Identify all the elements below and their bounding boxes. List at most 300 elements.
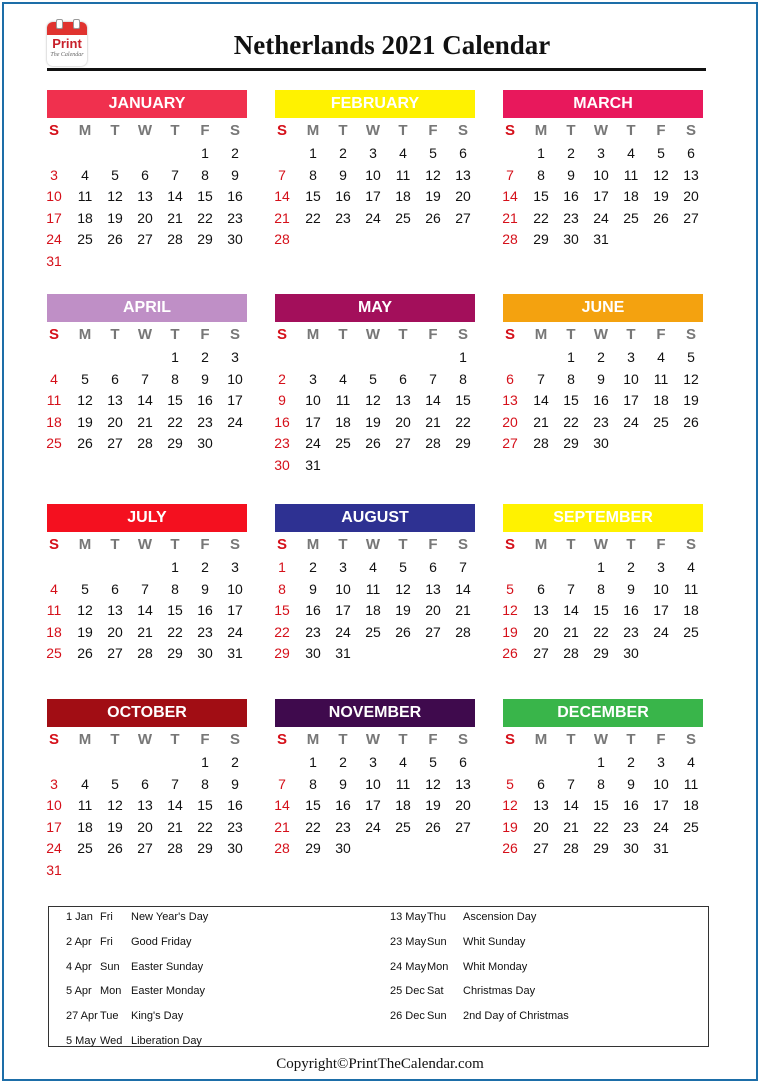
day-cell[interactable]: 6 bbox=[537, 580, 545, 597]
day-cell[interactable]: 28 bbox=[274, 231, 290, 248]
day-cell[interactable]: 15 bbox=[305, 797, 321, 814]
day-cell[interactable]: 24 bbox=[653, 818, 669, 835]
day-cell[interactable]: 17 bbox=[227, 392, 243, 409]
day-cell[interactable]: 27 bbox=[107, 645, 123, 662]
day-cell[interactable]: 7 bbox=[567, 580, 575, 597]
day-cell[interactable]: 13 bbox=[137, 188, 153, 205]
day-cell[interactable]: 27 bbox=[107, 435, 123, 452]
day-cell[interactable]: 8 bbox=[567, 370, 575, 387]
day-cell[interactable]: 30 bbox=[197, 435, 213, 452]
day-cell[interactable]: 12 bbox=[425, 166, 441, 183]
day-cell[interactable]: 27 bbox=[502, 435, 518, 452]
day-cell[interactable]: 5 bbox=[506, 775, 514, 792]
day-cell[interactable]: 28 bbox=[425, 435, 441, 452]
day-cell[interactable]: 26 bbox=[107, 231, 123, 248]
day-cell[interactable]: 22 bbox=[167, 413, 183, 430]
day-cell[interactable]: 23 bbox=[335, 818, 351, 835]
day-cell[interactable]: 6 bbox=[429, 559, 437, 575]
day-cell[interactable]: 23 bbox=[563, 209, 579, 226]
day-cell[interactable]: 8 bbox=[201, 166, 209, 183]
day-cell[interactable]: 27 bbox=[455, 818, 471, 835]
day-cell[interactable]: 6 bbox=[506, 370, 514, 387]
day-cell[interactable]: 23 bbox=[197, 623, 213, 640]
day-cell[interactable]: 8 bbox=[459, 370, 467, 387]
day-cell[interactable]: 22 bbox=[455, 413, 471, 430]
day-cell[interactable]: 25 bbox=[395, 818, 411, 835]
day-cell[interactable]: 8 bbox=[597, 775, 605, 792]
day-cell[interactable]: 26 bbox=[653, 209, 669, 226]
day-cell[interactable]: 22 bbox=[593, 623, 609, 640]
day-cell[interactable]: 9 bbox=[231, 166, 239, 183]
day-cell[interactable]: 1 bbox=[537, 145, 545, 161]
day-cell[interactable]: 24 bbox=[653, 623, 669, 640]
day-cell[interactable]: 3 bbox=[231, 559, 239, 575]
day-cell[interactable]: 13 bbox=[533, 602, 549, 619]
day-cell[interactable]: 22 bbox=[274, 623, 290, 640]
day-cell[interactable]: 5 bbox=[111, 775, 119, 792]
day-cell[interactable]: 1 bbox=[309, 754, 317, 770]
day-cell[interactable]: 2 bbox=[627, 559, 635, 575]
day-cell[interactable]: 9 bbox=[201, 580, 209, 597]
day-cell[interactable]: 27 bbox=[533, 840, 549, 857]
day-cell[interactable]: 27 bbox=[533, 645, 549, 662]
day-cell[interactable]: 23 bbox=[227, 209, 243, 226]
day-cell[interactable]: 8 bbox=[597, 580, 605, 597]
day-cell[interactable]: 14 bbox=[274, 188, 290, 205]
day-cell[interactable]: 1 bbox=[597, 559, 605, 575]
day-cell[interactable]: 19 bbox=[365, 413, 381, 430]
day-cell[interactable]: 20 bbox=[683, 188, 699, 205]
day-cell[interactable]: 28 bbox=[563, 840, 579, 857]
day-cell[interactable]: 24 bbox=[365, 818, 381, 835]
day-cell[interactable]: 28 bbox=[455, 623, 471, 640]
day-cell[interactable]: 11 bbox=[683, 775, 699, 792]
day-cell[interactable]: 9 bbox=[231, 775, 239, 792]
day-cell[interactable]: 9 bbox=[339, 166, 347, 183]
day-cell[interactable]: 12 bbox=[425, 775, 441, 792]
day-cell[interactable]: 20 bbox=[533, 623, 549, 640]
day-cell[interactable]: 12 bbox=[77, 602, 93, 619]
day-cell[interactable]: 16 bbox=[274, 413, 290, 430]
day-cell[interactable]: 14 bbox=[455, 580, 471, 597]
day-cell[interactable]: 1 bbox=[459, 349, 467, 365]
day-cell[interactable]: 9 bbox=[597, 370, 605, 387]
day-cell[interactable]: 31 bbox=[305, 457, 321, 473]
day-cell[interactable]: 5 bbox=[687, 349, 695, 365]
day-cell[interactable]: 19 bbox=[653, 188, 669, 205]
day-cell[interactable]: 2 bbox=[309, 559, 317, 575]
day-cell[interactable]: 2 bbox=[231, 754, 239, 770]
day-cell[interactable]: 20 bbox=[107, 623, 123, 640]
day-cell[interactable]: 27 bbox=[683, 209, 699, 226]
day-cell[interactable]: 26 bbox=[107, 840, 123, 857]
day-cell[interactable]: 25 bbox=[77, 231, 93, 248]
day-cell[interactable]: 31 bbox=[593, 231, 609, 248]
day-cell[interactable]: 8 bbox=[171, 370, 179, 387]
day-cell[interactable]: 8 bbox=[278, 580, 286, 597]
day-cell[interactable]: 31 bbox=[46, 862, 62, 878]
day-cell[interactable]: 3 bbox=[50, 166, 58, 183]
day-cell[interactable]: 26 bbox=[77, 645, 93, 662]
day-cell[interactable]: 16 bbox=[335, 797, 351, 814]
day-cell[interactable]: 9 bbox=[278, 392, 286, 409]
day-cell[interactable]: 22 bbox=[305, 818, 321, 835]
day-cell[interactable]: 19 bbox=[502, 818, 518, 835]
day-cell[interactable]: 25 bbox=[653, 413, 669, 430]
day-cell[interactable]: 5 bbox=[506, 580, 514, 597]
day-cell[interactable]: 27 bbox=[395, 435, 411, 452]
day-cell[interactable]: 20 bbox=[137, 209, 153, 226]
day-cell[interactable]: 13 bbox=[137, 797, 153, 814]
day-cell[interactable]: 4 bbox=[657, 349, 665, 365]
day-cell[interactable]: 11 bbox=[395, 166, 411, 183]
day-cell[interactable]: 26 bbox=[425, 209, 441, 226]
day-cell[interactable]: 10 bbox=[227, 580, 243, 597]
day-cell[interactable]: 29 bbox=[197, 231, 213, 248]
day-cell[interactable]: 10 bbox=[653, 580, 669, 597]
day-cell[interactable]: 20 bbox=[395, 413, 411, 430]
day-cell[interactable]: 11 bbox=[395, 775, 411, 792]
day-cell[interactable]: 16 bbox=[197, 602, 213, 619]
day-cell[interactable]: 10 bbox=[365, 775, 381, 792]
day-cell[interactable]: 24 bbox=[46, 231, 62, 248]
day-cell[interactable]: 17 bbox=[593, 188, 609, 205]
day-cell[interactable]: 16 bbox=[593, 392, 609, 409]
day-cell[interactable]: 25 bbox=[335, 435, 351, 452]
day-cell[interactable]: 28 bbox=[533, 435, 549, 452]
day-cell[interactable]: 21 bbox=[502, 209, 518, 226]
day-cell[interactable]: 30 bbox=[623, 645, 639, 662]
day-cell[interactable]: 15 bbox=[167, 602, 183, 619]
day-cell[interactable]: 9 bbox=[627, 775, 635, 792]
day-cell[interactable]: 20 bbox=[137, 818, 153, 835]
day-cell[interactable]: 12 bbox=[365, 392, 381, 409]
day-cell[interactable]: 16 bbox=[227, 797, 243, 814]
day-cell[interactable]: 29 bbox=[167, 645, 183, 662]
day-cell[interactable]: 4 bbox=[81, 775, 89, 792]
day-cell[interactable]: 21 bbox=[167, 818, 183, 835]
day-cell[interactable]: 8 bbox=[537, 166, 545, 183]
day-cell[interactable]: 4 bbox=[50, 370, 58, 387]
day-cell[interactable]: 6 bbox=[459, 754, 467, 770]
day-cell[interactable]: 29 bbox=[167, 435, 183, 452]
day-cell[interactable]: 25 bbox=[683, 623, 699, 640]
day-cell[interactable]: 21 bbox=[563, 623, 579, 640]
day-cell[interactable]: 17 bbox=[305, 413, 321, 430]
day-cell[interactable]: 11 bbox=[623, 166, 639, 183]
day-cell[interactable]: 11 bbox=[77, 188, 93, 205]
day-cell[interactable]: 12 bbox=[683, 370, 699, 387]
day-cell[interactable]: 5 bbox=[369, 370, 377, 387]
day-cell[interactable]: 24 bbox=[593, 209, 609, 226]
day-cell[interactable]: 4 bbox=[50, 580, 58, 597]
day-cell[interactable]: 15 bbox=[563, 392, 579, 409]
day-cell[interactable]: 20 bbox=[455, 188, 471, 205]
day-cell[interactable]: 2 bbox=[201, 559, 209, 575]
day-cell[interactable]: 20 bbox=[502, 413, 518, 430]
day-cell[interactable]: 18 bbox=[335, 413, 351, 430]
day-cell[interactable]: 28 bbox=[167, 840, 183, 857]
day-cell[interactable]: 11 bbox=[335, 392, 351, 409]
day-cell[interactable]: 25 bbox=[77, 840, 93, 857]
day-cell[interactable]: 10 bbox=[227, 370, 243, 387]
day-cell[interactable]: 10 bbox=[305, 392, 321, 409]
day-cell[interactable]: 4 bbox=[369, 559, 377, 575]
day-cell[interactable]: 5 bbox=[81, 580, 89, 597]
day-cell[interactable]: 31 bbox=[227, 645, 243, 662]
day-cell[interactable]: 23 bbox=[623, 818, 639, 835]
day-cell[interactable]: 9 bbox=[309, 580, 317, 597]
day-cell[interactable]: 10 bbox=[46, 797, 62, 814]
day-cell[interactable]: 8 bbox=[309, 775, 317, 792]
day-cell[interactable]: 13 bbox=[533, 797, 549, 814]
day-cell[interactable]: 17 bbox=[46, 818, 62, 835]
day-cell[interactable]: 1 bbox=[201, 754, 209, 770]
day-cell[interactable]: 23 bbox=[335, 209, 351, 226]
day-cell[interactable]: 24 bbox=[305, 435, 321, 452]
day-cell[interactable]: 4 bbox=[399, 145, 407, 161]
day-cell[interactable]: 13 bbox=[455, 775, 471, 792]
day-cell[interactable]: 16 bbox=[623, 602, 639, 619]
day-cell[interactable]: 15 bbox=[593, 797, 609, 814]
day-cell[interactable]: 1 bbox=[278, 559, 286, 575]
day-cell[interactable]: 17 bbox=[227, 602, 243, 619]
day-cell[interactable]: 29 bbox=[305, 840, 321, 857]
day-cell[interactable]: 8 bbox=[201, 775, 209, 792]
day-cell[interactable]: 30 bbox=[563, 231, 579, 248]
day-cell[interactable]: 7 bbox=[537, 370, 545, 387]
day-cell[interactable]: 4 bbox=[687, 559, 695, 575]
day-cell[interactable]: 3 bbox=[627, 349, 635, 365]
day-cell[interactable]: 6 bbox=[399, 370, 407, 387]
day-cell[interactable]: 18 bbox=[653, 392, 669, 409]
day-cell[interactable]: 2 bbox=[231, 145, 239, 161]
day-cell[interactable]: 2 bbox=[339, 145, 347, 161]
day-cell[interactable]: 22 bbox=[197, 209, 213, 226]
day-cell[interactable]: 1 bbox=[201, 145, 209, 161]
day-cell[interactable]: 10 bbox=[46, 188, 62, 205]
day-cell[interactable]: 29 bbox=[593, 840, 609, 857]
day-cell[interactable]: 15 bbox=[305, 188, 321, 205]
day-cell[interactable]: 21 bbox=[425, 413, 441, 430]
day-cell[interactable]: 19 bbox=[425, 797, 441, 814]
day-cell[interactable]: 25 bbox=[46, 645, 62, 662]
day-cell[interactable]: 17 bbox=[653, 797, 669, 814]
day-cell[interactable]: 21 bbox=[563, 818, 579, 835]
day-cell[interactable]: 15 bbox=[197, 797, 213, 814]
day-cell[interactable]: 21 bbox=[274, 818, 290, 835]
day-cell[interactable]: 27 bbox=[137, 231, 153, 248]
day-cell[interactable]: 20 bbox=[533, 818, 549, 835]
day-cell[interactable]: 9 bbox=[201, 370, 209, 387]
day-cell[interactable]: 30 bbox=[593, 435, 609, 452]
day-cell[interactable]: 14 bbox=[563, 602, 579, 619]
day-cell[interactable]: 15 bbox=[197, 188, 213, 205]
day-cell[interactable]: 18 bbox=[683, 797, 699, 814]
day-cell[interactable]: 14 bbox=[137, 392, 153, 409]
day-cell[interactable]: 30 bbox=[305, 645, 321, 662]
day-cell[interactable]: 16 bbox=[197, 392, 213, 409]
day-cell[interactable]: 26 bbox=[365, 435, 381, 452]
day-cell[interactable]: 30 bbox=[197, 645, 213, 662]
day-cell[interactable]: 9 bbox=[567, 166, 575, 183]
day-cell[interactable]: 23 bbox=[305, 623, 321, 640]
day-cell[interactable]: 14 bbox=[425, 392, 441, 409]
day-cell[interactable]: 14 bbox=[502, 188, 518, 205]
day-cell[interactable]: 22 bbox=[563, 413, 579, 430]
day-cell[interactable]: 28 bbox=[137, 645, 153, 662]
day-cell[interactable]: 25 bbox=[395, 209, 411, 226]
day-cell[interactable]: 27 bbox=[425, 623, 441, 640]
day-cell[interactable]: 3 bbox=[339, 559, 347, 575]
day-cell[interactable]: 29 bbox=[533, 231, 549, 248]
day-cell[interactable]: 6 bbox=[111, 370, 119, 387]
day-cell[interactable]: 6 bbox=[111, 580, 119, 597]
day-cell[interactable]: 19 bbox=[77, 623, 93, 640]
day-cell[interactable]: 19 bbox=[77, 413, 93, 430]
day-cell[interactable]: 7 bbox=[278, 775, 286, 792]
day-cell[interactable]: 12 bbox=[395, 580, 411, 597]
day-cell[interactable]: 11 bbox=[77, 797, 93, 814]
day-cell[interactable]: 23 bbox=[593, 413, 609, 430]
day-cell[interactable]: 18 bbox=[46, 413, 62, 430]
day-cell[interactable]: 19 bbox=[425, 188, 441, 205]
day-cell[interactable]: 6 bbox=[537, 775, 545, 792]
day-cell[interactable]: 19 bbox=[502, 623, 518, 640]
day-cell[interactable]: 4 bbox=[687, 754, 695, 770]
day-cell[interactable]: 2 bbox=[278, 370, 286, 387]
day-cell[interactable]: 1 bbox=[597, 754, 605, 770]
day-cell[interactable]: 7 bbox=[141, 370, 149, 387]
day-cell[interactable]: 31 bbox=[653, 840, 669, 857]
day-cell[interactable]: 22 bbox=[197, 818, 213, 835]
day-cell[interactable]: 14 bbox=[137, 602, 153, 619]
day-cell[interactable]: 19 bbox=[107, 818, 123, 835]
day-cell[interactable]: 3 bbox=[597, 145, 605, 161]
day-cell[interactable]: 12 bbox=[502, 602, 518, 619]
day-cell[interactable]: 3 bbox=[309, 370, 317, 387]
day-cell[interactable]: 7 bbox=[278, 166, 286, 183]
day-cell[interactable]: 11 bbox=[46, 392, 62, 409]
day-cell[interactable]: 2 bbox=[567, 145, 575, 161]
day-cell[interactable]: 18 bbox=[46, 623, 62, 640]
day-cell[interactable]: 12 bbox=[77, 392, 93, 409]
day-cell[interactable]: 23 bbox=[197, 413, 213, 430]
day-cell[interactable]: 18 bbox=[77, 209, 93, 226]
day-cell[interactable]: 14 bbox=[167, 188, 183, 205]
day-cell[interactable]: 10 bbox=[653, 775, 669, 792]
day-cell[interactable]: 19 bbox=[107, 209, 123, 226]
day-cell[interactable]: 22 bbox=[167, 623, 183, 640]
day-cell[interactable]: 17 bbox=[335, 602, 351, 619]
day-cell[interactable]: 18 bbox=[395, 797, 411, 814]
day-cell[interactable]: 26 bbox=[683, 413, 699, 430]
day-cell[interactable]: 24 bbox=[335, 623, 351, 640]
day-cell[interactable]: 23 bbox=[227, 818, 243, 835]
day-cell[interactable]: 16 bbox=[623, 797, 639, 814]
day-cell[interactable]: 24 bbox=[227, 413, 243, 430]
day-cell[interactable]: 2 bbox=[339, 754, 347, 770]
day-cell[interactable]: 21 bbox=[137, 413, 153, 430]
day-cell[interactable]: 18 bbox=[623, 188, 639, 205]
day-cell[interactable]: 21 bbox=[137, 623, 153, 640]
day-cell[interactable]: 30 bbox=[227, 840, 243, 857]
day-cell[interactable]: 26 bbox=[77, 435, 93, 452]
day-cell[interactable]: 6 bbox=[459, 145, 467, 161]
day-cell[interactable]: 29 bbox=[563, 435, 579, 452]
day-cell[interactable]: 20 bbox=[455, 797, 471, 814]
day-cell[interactable]: 7 bbox=[459, 559, 467, 575]
day-cell[interactable]: 14 bbox=[274, 797, 290, 814]
day-cell[interactable]: 27 bbox=[137, 840, 153, 857]
day-cell[interactable]: 7 bbox=[141, 580, 149, 597]
day-cell[interactable]: 29 bbox=[274, 645, 290, 662]
day-cell[interactable]: 25 bbox=[46, 435, 62, 452]
day-cell[interactable]: 3 bbox=[657, 754, 665, 770]
day-cell[interactable]: 26 bbox=[502, 645, 518, 662]
day-cell[interactable]: 9 bbox=[627, 580, 635, 597]
day-cell[interactable]: 4 bbox=[399, 754, 407, 770]
day-cell[interactable]: 2 bbox=[201, 349, 209, 365]
day-cell[interactable]: 27 bbox=[455, 209, 471, 226]
day-cell[interactable]: 17 bbox=[365, 188, 381, 205]
day-cell[interactable]: 11 bbox=[683, 580, 699, 597]
day-cell[interactable]: 15 bbox=[533, 188, 549, 205]
day-cell[interactable]: 23 bbox=[623, 623, 639, 640]
day-cell[interactable]: 17 bbox=[653, 602, 669, 619]
day-cell[interactable]: 28 bbox=[563, 645, 579, 662]
day-cell[interactable]: 19 bbox=[683, 392, 699, 409]
day-cell[interactable]: 17 bbox=[46, 209, 62, 226]
day-cell[interactable]: 20 bbox=[107, 413, 123, 430]
day-cell[interactable]: 28 bbox=[167, 231, 183, 248]
day-cell[interactable]: 11 bbox=[46, 602, 62, 619]
day-cell[interactable]: 3 bbox=[657, 559, 665, 575]
day-cell[interactable]: 23 bbox=[274, 435, 290, 452]
day-cell[interactable]: 31 bbox=[335, 645, 351, 662]
day-cell[interactable]: 28 bbox=[274, 840, 290, 857]
day-cell[interactable]: 16 bbox=[563, 188, 579, 205]
day-cell[interactable]: 28 bbox=[137, 435, 153, 452]
day-cell[interactable]: 26 bbox=[395, 623, 411, 640]
day-cell[interactable]: 30 bbox=[274, 457, 290, 473]
day-cell[interactable]: 3 bbox=[369, 754, 377, 770]
day-cell[interactable]: 13 bbox=[683, 166, 699, 183]
day-cell[interactable]: 11 bbox=[653, 370, 669, 387]
day-cell[interactable]: 12 bbox=[107, 797, 123, 814]
day-cell[interactable]: 16 bbox=[227, 188, 243, 205]
day-cell[interactable]: 1 bbox=[171, 349, 179, 365]
day-cell[interactable]: 3 bbox=[369, 145, 377, 161]
day-cell[interactable]: 7 bbox=[429, 370, 437, 387]
day-cell[interactable]: 10 bbox=[365, 166, 381, 183]
day-cell[interactable]: 3 bbox=[231, 349, 239, 365]
day-cell[interactable]: 15 bbox=[593, 602, 609, 619]
day-cell[interactable]: 7 bbox=[171, 166, 179, 183]
day-cell[interactable]: 10 bbox=[593, 166, 609, 183]
day-cell[interactable]: 31 bbox=[46, 253, 62, 269]
day-cell[interactable]: 2 bbox=[597, 349, 605, 365]
day-cell[interactable]: 10 bbox=[623, 370, 639, 387]
day-cell[interactable]: 5 bbox=[81, 370, 89, 387]
day-cell[interactable]: 16 bbox=[305, 602, 321, 619]
day-cell[interactable]: 13 bbox=[425, 580, 441, 597]
day-cell[interactable]: 17 bbox=[623, 392, 639, 409]
day-cell[interactable]: 15 bbox=[455, 392, 471, 409]
day-cell[interactable]: 30 bbox=[335, 840, 351, 857]
day-cell[interactable]: 4 bbox=[81, 166, 89, 183]
day-cell[interactable]: 16 bbox=[335, 188, 351, 205]
